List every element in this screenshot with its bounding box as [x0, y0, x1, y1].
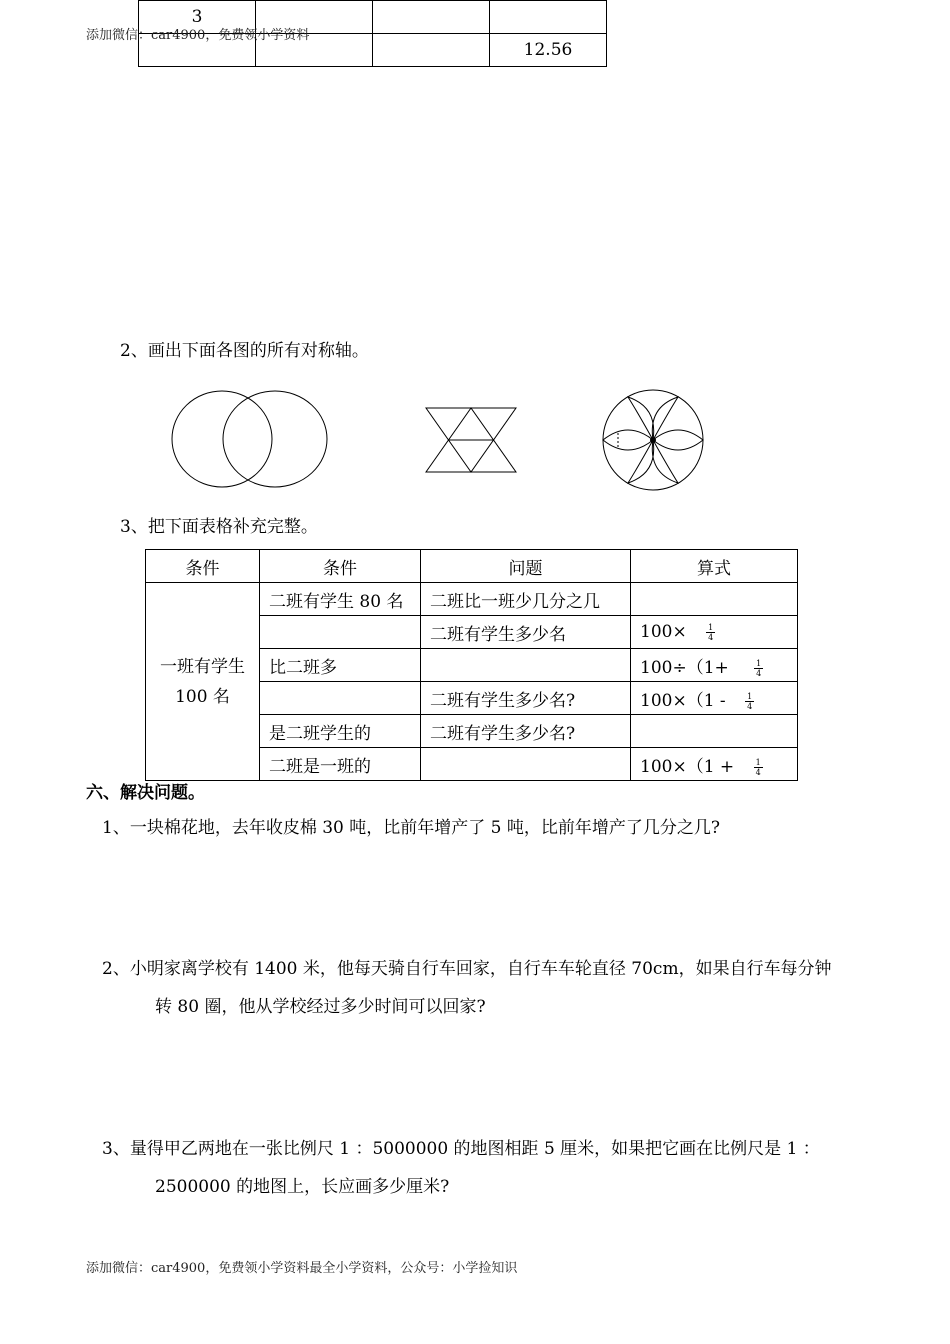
formula-cell [631, 583, 798, 616]
question-cell [421, 748, 631, 781]
question-cell: 二班比一班少几分之几 [421, 583, 631, 616]
formula-cell [631, 748, 798, 781]
merged-line-1: 一班有学生 [160, 656, 245, 677]
header-condition-2: 条件 [260, 550, 421, 583]
question-cell: 二班有学生多少名? [421, 682, 631, 715]
question-cell: 二班有学生多少名 [421, 616, 631, 649]
header-condition-1: 条件 [146, 550, 260, 583]
top-cell [490, 1, 607, 34]
formula-text: 100÷（1+ [640, 657, 729, 678]
symmetry-figures [160, 385, 720, 495]
fraction: $\frac{1}{4}$ [708, 623, 714, 642]
fraction: $\frac{1}{4}$ [756, 658, 762, 678]
cond-cell [260, 616, 421, 649]
fraction: $\frac{1}{4}$ [755, 757, 761, 777]
formula-cell [631, 649, 798, 682]
top-cell: 12.56 [490, 34, 607, 67]
cond-cell: 是二班学生的 [260, 715, 421, 748]
question-2: 2、画出下面各图的所有对称轴。 [120, 341, 369, 361]
ellipse-left [172, 391, 272, 487]
completion-table [145, 549, 798, 781]
section-6-heading: 六、解决问题。 [86, 783, 205, 803]
formula-text: 100× [640, 622, 687, 642]
triangle-figure [426, 408, 516, 472]
ellipse-right [223, 391, 327, 487]
question-3: 3、把下面表格补充完整。 [120, 517, 318, 537]
cond-cell: 二班是一班的 [260, 748, 421, 781]
fraction: $\frac{1}{4}$ [747, 691, 753, 711]
table-header-row [146, 550, 798, 583]
table-row [146, 583, 798, 616]
top-cell [373, 34, 490, 67]
formula-text: 100×（1 - [640, 690, 726, 711]
problem-2-line-1: 2、小明家离学校有 1400 米，他每天骑自行车回家，自行车车轮直径 70cm，如果自行车每分钟 [102, 959, 832, 979]
footer-watermark: 添加微信：car4900，免费领小学资料最全小学资料，公众号：小学捡知识 [86, 1261, 518, 1276]
problem-1: 1、一块棉花地，去年收皮棉 30 吨，比前年增产了 5 吨，比前年增产了几分之几? [102, 818, 720, 838]
watermark-top: 添加微信：car4900，免费领小学资料 [86, 28, 310, 43]
question-cell [421, 649, 631, 682]
top-cell: 3 [139, 1, 256, 34]
cond-cell: 比二班多 [260, 649, 421, 682]
header-formula: 算式 [631, 550, 798, 583]
formula-cell [631, 682, 798, 715]
merged-line-2: 100 名 [175, 686, 230, 707]
top-cell [373, 1, 490, 34]
formula-cell [631, 715, 798, 748]
formula-cell [631, 616, 798, 649]
formula-text: 100×（1 + [640, 756, 735, 777]
cond-cell [260, 682, 421, 715]
flower-circle [603, 390, 703, 490]
cond-cell: 二班有学生 80 名 [260, 583, 421, 616]
header-question: 问题 [421, 550, 631, 583]
question-cell: 二班有学生多少名? [421, 715, 631, 748]
problem-3-line-2: 2500000 的地图上，长应画多少厘米? [155, 1177, 450, 1197]
merged-condition-cell [146, 583, 260, 781]
problem-2-line-2: 转 80 圈，他从学校经过多少时间可以回家? [155, 997, 486, 1017]
problem-3-line-1: 3、量得甲乙两地在一张比例尺 1 ：5000000 的地图相距 5 厘米，如果把它画在比例尺是 1 ： [102, 1139, 820, 1159]
